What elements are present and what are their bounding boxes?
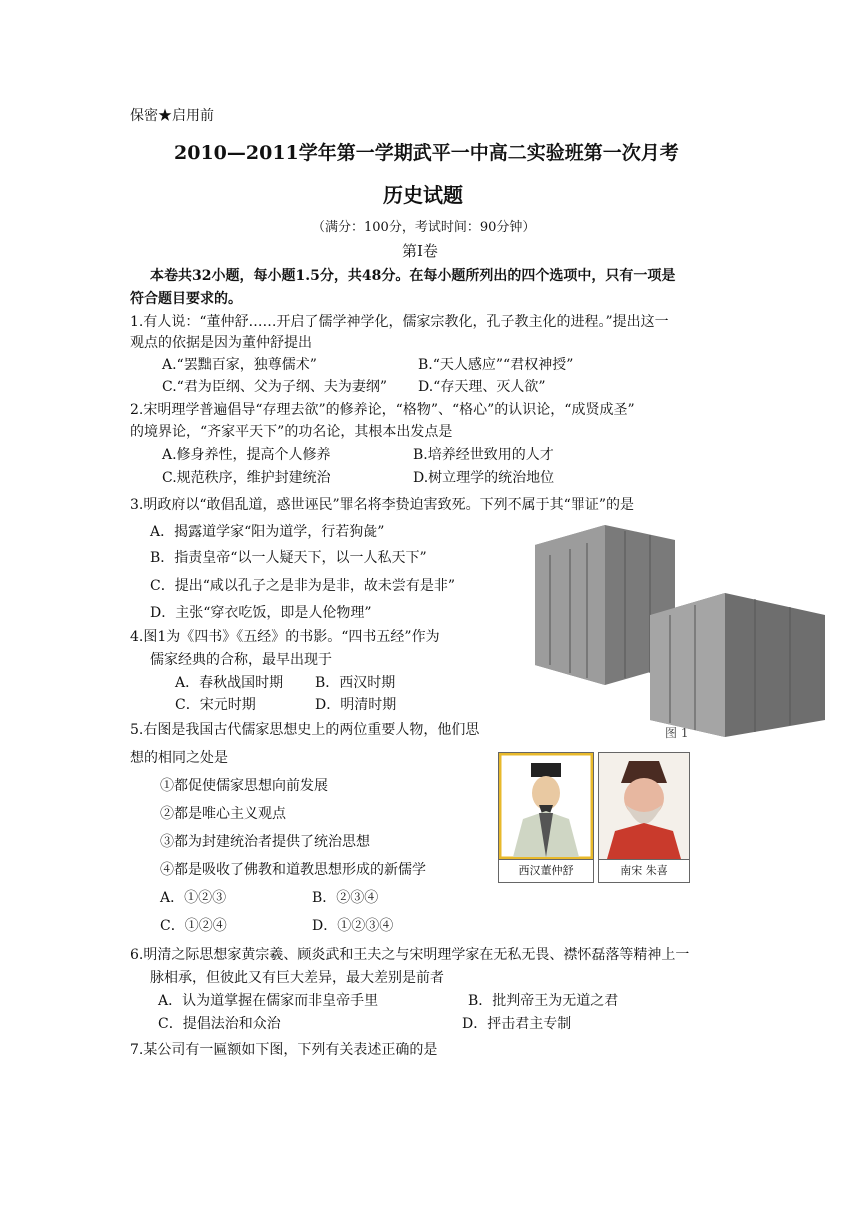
q6-stem-line-2: 脉相承，但彼此又有巨大差异，最大差别是前者 bbox=[150, 970, 444, 986]
q3-option-c: C．提出“咸以孔子之是非为是非，故未尝有是非” bbox=[150, 578, 456, 594]
q2-stem-line-1: 2.宋明理学普遍倡导“存理去欲”的修养论，“格物”、“格心”的认识论，“成贤成圣” bbox=[130, 402, 635, 418]
q5-stem-line-1: 5.右图是我国古代儒家思想史上的两位重要人物，他们思 bbox=[130, 722, 480, 738]
q5-option-c: C．①②④ bbox=[160, 918, 227, 934]
q1-option-c: C.“君为臣纲、父为子纲、夫为妻纲” bbox=[162, 379, 387, 395]
q5-statement-4: ④都是吸收了佛教和道教思想形成的新儒学 bbox=[160, 862, 426, 878]
q1-option-d: D.“存天理、灭人欲” bbox=[418, 379, 546, 395]
scholar-portrait-icon bbox=[499, 753, 593, 859]
q4-option-c: C．宋元时期 bbox=[175, 697, 256, 713]
books-figure bbox=[525, 515, 830, 740]
exam-title: 2010—2011学年第一学期武平一中高二实验班第一次月考 bbox=[174, 142, 679, 164]
q3-option-d: D．主张“穿衣吃饭，即是人伦物理” bbox=[150, 605, 372, 621]
q2-option-b: B.培养经世致用的人才 bbox=[413, 447, 554, 463]
q4-stem-line-1: 4.图1为《四书》《五经》的书影。“四书五经”作为 bbox=[130, 629, 440, 645]
q2-option-a: A.修身养性，提高个人修养 bbox=[162, 447, 331, 463]
q5-statement-2: ②都是唯心主义观点 bbox=[160, 806, 286, 822]
q4-option-d: D．明清时期 bbox=[315, 697, 397, 713]
q4-option-b: B．西汉时期 bbox=[315, 675, 396, 691]
q1-stem-line-1: 1.有人说：“董仲舒……开启了儒学神学化，儒家宗教化，孔子教主化的进程。”提出这一 bbox=[130, 314, 669, 330]
q2-stem-line-2: 的境界论，“齐家平天下”的功名论，其根本出发点是 bbox=[130, 424, 453, 440]
q5-option-d: D．①②③④ bbox=[312, 918, 394, 934]
instructions-line-2: 符合题目要求的。 bbox=[130, 291, 242, 307]
q6-option-b: B．批判帝王为无道之君 bbox=[468, 993, 619, 1009]
book-stack-right-icon bbox=[650, 593, 825, 737]
q6-option-a: A．认为道掌握在儒家而非皇帝手里 bbox=[158, 993, 379, 1009]
q3-stem: 3.明政府以“敢倡乱道，惑世诬民”罪名将李贽迫害致死。下列不属于其“罪证”的是 bbox=[130, 497, 634, 513]
q5-statement-1: ①都促使儒家思想向前发展 bbox=[160, 778, 328, 794]
q2-option-c: C.规范秩序，维护封建统治 bbox=[162, 470, 331, 486]
q7-stem: 7.某公司有一匾额如下图，下列有关表述正确的是 bbox=[130, 1042, 438, 1058]
q1-stem-line-2: 观点的依据是因为董仲舒提出 bbox=[130, 335, 312, 351]
portrait-2-caption: 南宋 朱喜 bbox=[599, 859, 689, 882]
portrait-1-caption: 西汉董仲舒 bbox=[499, 859, 593, 882]
q6-option-c: C．提倡法治和众治 bbox=[158, 1016, 281, 1032]
instructions-line-1: 本卷共32小题，每小题1.5分，共48分。在每小题所列出的四个选项中，只有一项是 bbox=[150, 268, 676, 284]
part-label: 第Ⅰ卷 bbox=[402, 242, 438, 260]
q3-option-a: A．揭露道学家“阳为道学，行若狗彘” bbox=[150, 524, 385, 540]
q4-stem-line-2: 儒家经典的合称，最早出现于 bbox=[150, 652, 332, 668]
confidential-mark: 保密★启用前 bbox=[130, 108, 214, 124]
scholar-portrait-icon bbox=[599, 753, 689, 859]
q1-option-a: A.“罢黜百家，独尊儒术” bbox=[162, 357, 317, 373]
q3-option-b: B．指责皇帝“以一人疑天下，以一人私天下” bbox=[150, 550, 427, 566]
q2-option-d: D.树立理学的统治地位 bbox=[413, 470, 555, 486]
subject-title: 历史试题 bbox=[383, 183, 463, 207]
q1-option-b: B.“天人感应”“君权神授” bbox=[418, 357, 574, 373]
figure-1-label: 图 1 bbox=[665, 726, 689, 740]
q6-stem-line-1: 6.明清之际思想家黄宗羲、顾炎武和王夫之与宋明理学家在无私无畏、襟怀磊落等精神上一 bbox=[130, 947, 690, 963]
q5-statement-3: ③都为封建统治者提供了统治思想 bbox=[160, 834, 370, 850]
portrait-dong-zhongshu bbox=[498, 752, 594, 883]
q5-option-b: B．②③④ bbox=[312, 890, 379, 906]
q6-option-d: D．抨击君主专制 bbox=[462, 1016, 572, 1032]
portrait-zhu-xi bbox=[598, 752, 690, 883]
q5-stem-line-2: 想的相同之处是 bbox=[130, 750, 228, 766]
q5-option-a: A．①②③ bbox=[160, 890, 227, 906]
q4-option-a: A．春秋战国时期 bbox=[175, 675, 284, 691]
exam-info: （满分：100分，考试时间：90分钟） bbox=[312, 220, 536, 235]
